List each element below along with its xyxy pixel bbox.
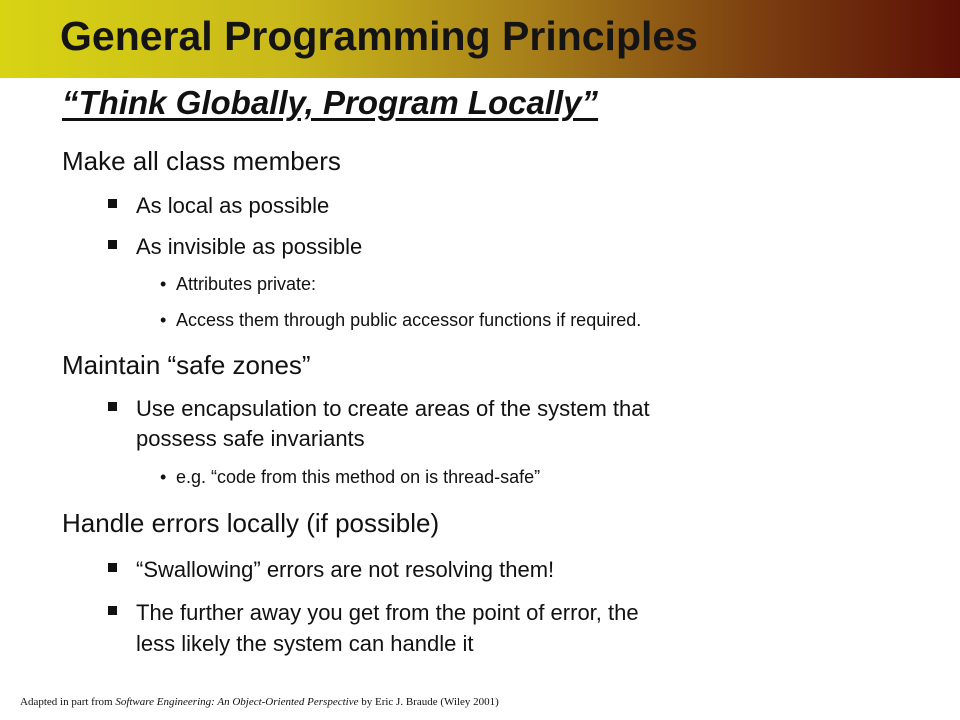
bullet-text: Maintain “safe zones” <box>62 350 311 380</box>
bullet-handle-errors <box>62 508 439 539</box>
bullet-text: Use encapsulation to create areas of the system that <box>136 396 650 421</box>
slide-subtitle: “Think Globally, Program Locally” <box>62 84 599 121</box>
bullet-text: Access them through public accessor functions if required. <box>176 310 642 330</box>
bullet-text: Attributes private: <box>176 274 317 294</box>
citation-suffix: by Eric J. Braude (Wiley 2001) <box>358 696 499 708</box>
bullet-text: The further away you get from the point of error, the <box>136 600 639 625</box>
square-bullet-icon <box>108 563 117 572</box>
square-bullet-icon <box>108 240 117 249</box>
dot-bullet-icon: • <box>160 467 167 487</box>
bullet-class-members <box>62 146 341 177</box>
dot-bullet-icon: • <box>160 310 167 330</box>
square-bullet-icon <box>108 402 117 411</box>
bullet-safe-zones <box>62 350 311 381</box>
citation-prefix: Adapted in part from <box>20 696 116 708</box>
dot-bullet-icon: • <box>160 274 167 294</box>
square-bullet-icon <box>108 199 117 208</box>
bullet-text: less likely the system can handle it <box>136 631 474 656</box>
bullet-text: As local as possible <box>136 193 330 218</box>
bullet-text: Handle errors locally (if possible) <box>62 508 440 538</box>
bullet-text: e.g. “code from this method on is thread-safe” <box>176 467 541 487</box>
footer-citation <box>20 696 499 708</box>
bullet-text: possess safe invariants <box>136 426 365 451</box>
citation-book-title: Software Engineering: An Object-Oriented Perspective <box>115 696 359 708</box>
slide-title: General Programming Principles <box>60 13 698 59</box>
bullet-text: “Swallowing” errors are not resolving them! <box>136 557 555 582</box>
bullet-text: Make all class members <box>62 146 341 176</box>
square-bullet-icon <box>108 606 117 615</box>
bullet-text: As invisible as possible <box>136 234 363 259</box>
